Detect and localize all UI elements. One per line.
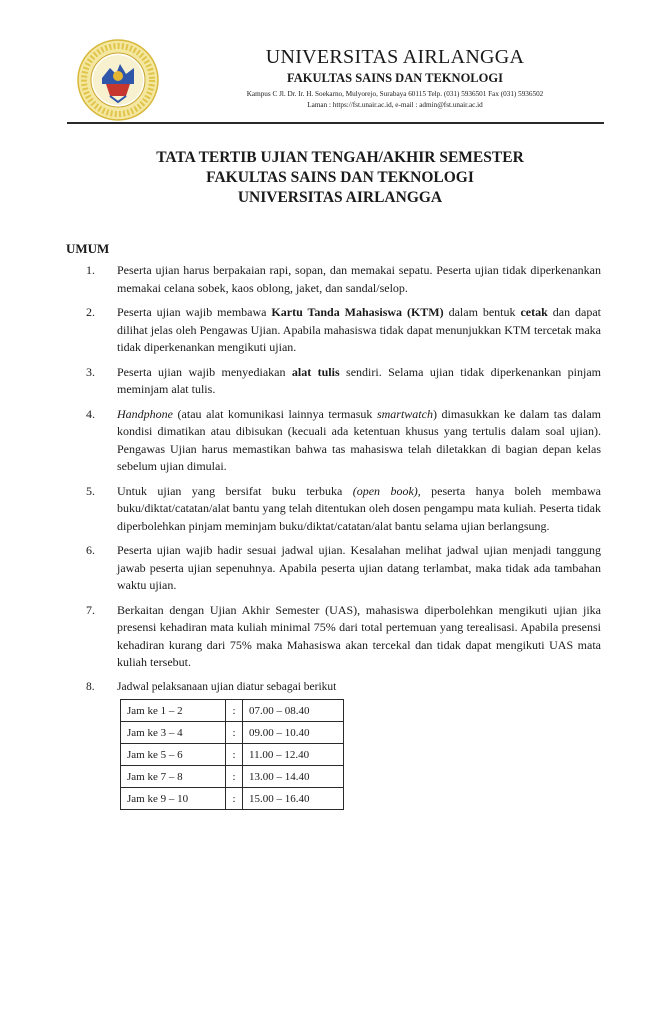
time-cell: 11.00 – 12.40 (243, 744, 344, 766)
rule-item (86, 602, 601, 672)
separator-cell: : (226, 722, 243, 744)
rule-number: 4. (86, 406, 95, 421)
letterhead (0, 0, 663, 125)
letterhead-divider (67, 122, 604, 124)
time-cell: 13.00 – 14.40 (243, 766, 344, 788)
rule-item (86, 262, 601, 297)
letterhead-text (160, 46, 630, 111)
separator-cell: : (226, 766, 243, 788)
separator-cell: : (226, 788, 243, 810)
rule-italic-open-book: (open book), (352, 483, 421, 498)
university-seal-logo (76, 38, 160, 122)
rule-item (86, 406, 601, 476)
rule-text-part: dan dapat dilihat jelas oleh Pengawas Ujian. Apabila mahasiswa tidak dapat menunjukkan KTM tercetak maka tidak diperkenankan mengikuti ujian. (117, 305, 602, 354)
table-row (121, 722, 344, 744)
title-line-3: UNIVERSITAS AIRLANGGA (237, 189, 443, 206)
rule-number: 5. (86, 483, 95, 498)
rule-number: 1. (86, 263, 95, 277)
rule-number: 3. (86, 364, 95, 379)
faculty-name: FAKULTAS SAINS DAN TEKNOLOGI (287, 71, 503, 85)
rule-text: Peserta ujian wajib hadir sesuai jadwal ujian. Kesalahan melihat jadwal ujian menjadi tanggung jawab peserta ujian sepenuhnya. Apabila peserta ujian datang terlambat, maka tidak ada tambahan waktu ujian. (117, 543, 601, 592)
rule-text-part: ) dimasukkan ke dalam tas dalam kondisi dimatikan atau dibisukan (kecuali ada ketentuan khusus yang tertulis dalam soal ujian). Pengawas Ujian harus memastikan bahwa tas mahasiswa telah diletakkan di bagian depan kelas sebelum ujian dimulai. (117, 406, 601, 473)
rule-text-part: (atau alat komunikasi lainnya termasuk (173, 406, 377, 421)
rule-italic-handphone: Handphone (117, 406, 173, 421)
rule-emphasis-alat-tulis: alat tulis (291, 364, 340, 379)
rule-number: 2. (86, 305, 95, 319)
separator-cell: : (226, 744, 243, 766)
table-row (121, 700, 344, 722)
rule-item (86, 483, 601, 536)
rule-emphasis-ktm: Kartu Tanda Mahasiswa (KTM) (271, 305, 444, 319)
session-cell: Jam ke 3 – 4 (121, 722, 226, 744)
rule-text: Peserta ujian harus berpakaian rapi, sopan, dan memakai sepatu. Peserta ujian tidak diperkenankan memakai celana sobek, kaos oblong, jaket, dan sandal/selop. (117, 263, 601, 295)
rule-text: Jadwal pelaksanaan ujian diatur sebagai berikut (117, 680, 337, 693)
session-cell: Jam ke 7 – 8 (121, 766, 226, 788)
rule-item (86, 679, 601, 697)
document-title (60, 148, 620, 208)
rule-text-part: dalam bentuk (443, 305, 521, 319)
rule-text-part: Untuk ujian yang bersifat buku terbuka (117, 483, 353, 498)
rule-italic-smartwatch: smartwatch (376, 406, 433, 421)
session-cell: Jam ke 5 – 6 (121, 744, 226, 766)
separator-cell: : (226, 700, 243, 722)
rule-item (86, 542, 601, 595)
rules-list (86, 262, 601, 703)
time-cell: 07.00 – 08.40 (243, 700, 344, 722)
rule-text-part: sendiri. Selama ujian tidak diperkenankan pinjam meminjam alat tulis. (117, 364, 602, 396)
address-line: Kampus C Jl. Dr. Ir. H. Soekarno, Mulyorejo, Surabaya 60115 Telp. (031) 5936501 Fax (031) 5936502 (246, 90, 544, 98)
rule-item (86, 304, 601, 357)
rule-emphasis-cetak: cetak (520, 305, 548, 319)
rule-number: 7. (86, 602, 95, 617)
website-line: Laman : https://fst.unair.ac.id, e-mail : admin@fst.unair.ac.id (307, 101, 483, 109)
session-cell: Jam ke 9 – 10 (121, 788, 226, 810)
title-line-2: FAKULTAS SAINS DAN TEKNOLOGI (206, 169, 474, 186)
session-cell: Jam ke 1 – 2 (121, 700, 226, 722)
time-cell: 15.00 – 16.40 (243, 788, 344, 810)
rule-item (86, 364, 601, 399)
rule-text: Berkaitan dengan Ujian Akhir Semester (UAS), mahasiswa diperbolehkan mengikuti ujian jika presensi kehadiran mata kuliah minimal 75% dari total pertemuan yang terealisasi. Apabila presensi kehadiran kurang dari 75% maka Mahasiswa akan tercekal dan tidak dapat mengikuti UAS mata kuliah tersebut. (117, 602, 601, 669)
rule-number: 6. (86, 543, 95, 557)
title-line-1: TATA TERTIB UJIAN TENGAH/AKHIR SEMESTER (156, 149, 524, 166)
table-row (121, 766, 344, 788)
rule-text-part: peserta hanya boleh membawa buku/diktat/catatan/alat bantu yang telah ditentukan oleh dosen pengampu mata kuliah. Peserta tidak diperbolehkan pinjam meminjam buku/diktat/catatan/alat bantu selama ujian berlangsung. (117, 483, 601, 533)
rule-text-part: Peserta ujian wajib menyediakan (117, 364, 292, 379)
table-row (121, 788, 344, 810)
rule-text-part: Peserta ujian wajib membawa (117, 305, 272, 319)
time-cell: 09.00 – 10.40 (243, 722, 344, 744)
university-name: UNIVERSITAS AIRLANGGA (265, 46, 525, 68)
rule-number: 8. (86, 680, 95, 693)
table-row (121, 744, 344, 766)
section-heading: UMUM (66, 241, 110, 256)
exam-schedule-table (120, 699, 344, 810)
